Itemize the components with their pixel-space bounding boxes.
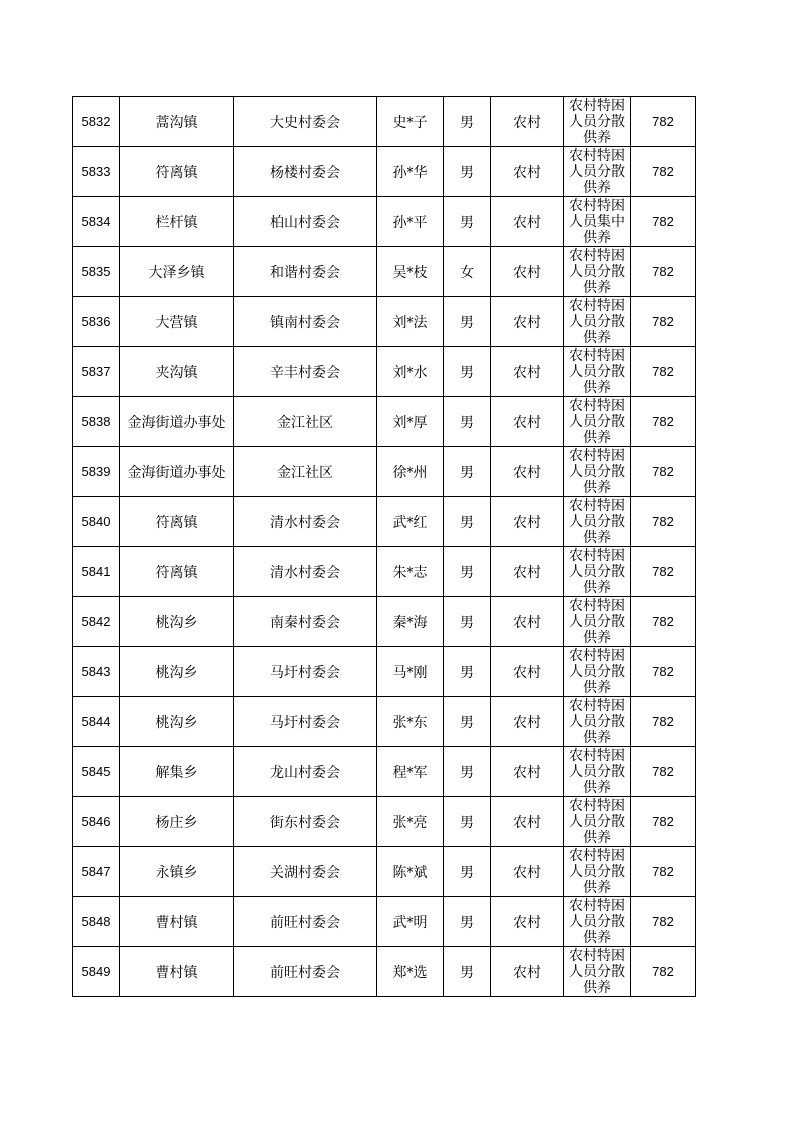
support-type-text: 农村特困人员分散供养 xyxy=(569,898,625,946)
amount-cell: 782 xyxy=(631,697,696,747)
support-type-text: 农村特困人员集中供养 xyxy=(569,198,625,246)
town-cell: 大营镇 xyxy=(120,297,234,347)
support-type-cell xyxy=(564,197,631,247)
amount-cell: 782 xyxy=(631,147,696,197)
support-type-text: 农村特困人员分散供养 xyxy=(569,148,625,196)
amount-cell: 782 xyxy=(631,947,696,997)
area-cell: 农村 xyxy=(491,597,564,647)
village-cell: 前旺村委会 xyxy=(234,947,377,997)
record-id-cell: 5849 xyxy=(73,947,120,997)
table-row xyxy=(73,847,696,897)
table-row xyxy=(73,697,696,747)
amount-cell: 782 xyxy=(631,547,696,597)
table-row xyxy=(73,597,696,647)
support-type-cell xyxy=(564,547,631,597)
gender-cell: 男 xyxy=(444,397,491,447)
person-name-cell: 孙*华 xyxy=(377,147,444,197)
support-type-text: 农村特困人员分散供养 xyxy=(569,298,625,346)
support-type-text: 农村特困人员分散供养 xyxy=(569,348,625,396)
village-cell: 马圩村委会 xyxy=(234,647,377,697)
support-type-text: 农村特困人员分散供养 xyxy=(569,698,625,746)
gender-cell: 男 xyxy=(444,597,491,647)
amount-cell: 782 xyxy=(631,497,696,547)
table-row xyxy=(73,247,696,297)
village-cell: 前旺村委会 xyxy=(234,897,377,947)
support-type-cell xyxy=(564,647,631,697)
support-type-text: 农村特困人员分散供养 xyxy=(569,98,625,146)
gender-cell: 男 xyxy=(444,547,491,597)
person-name-cell: 刘*厚 xyxy=(377,397,444,447)
person-name-cell: 刘*法 xyxy=(377,297,444,347)
support-type-cell xyxy=(564,147,631,197)
table-row xyxy=(73,97,696,147)
town-cell: 曹村镇 xyxy=(120,897,234,947)
table-row xyxy=(73,447,696,497)
gender-cell: 男 xyxy=(444,297,491,347)
support-type-cell xyxy=(564,397,631,447)
record-id-cell: 5835 xyxy=(73,247,120,297)
amount-cell: 782 xyxy=(631,897,696,947)
support-type-cell xyxy=(564,247,631,297)
support-type-text: 农村特困人员分散供养 xyxy=(569,398,625,446)
village-cell: 清水村委会 xyxy=(234,497,377,547)
person-name-cell: 朱*志 xyxy=(377,547,444,597)
table-row xyxy=(73,947,696,997)
record-id-cell: 5845 xyxy=(73,747,120,797)
area-cell: 农村 xyxy=(491,247,564,297)
person-name-cell: 刘*水 xyxy=(377,347,444,397)
record-id-cell: 5836 xyxy=(73,297,120,347)
village-cell: 金江社区 xyxy=(234,397,377,447)
gender-cell: 男 xyxy=(444,847,491,897)
area-cell: 农村 xyxy=(491,397,564,447)
support-type-cell xyxy=(564,947,631,997)
amount-cell: 782 xyxy=(631,847,696,897)
record-id-cell: 5838 xyxy=(73,397,120,447)
table-row xyxy=(73,747,696,797)
person-name-cell: 张*亮 xyxy=(377,797,444,847)
table-row xyxy=(73,797,696,847)
gender-cell: 男 xyxy=(444,897,491,947)
person-name-cell: 武*明 xyxy=(377,897,444,947)
village-cell: 龙山村委会 xyxy=(234,747,377,797)
person-name-cell: 张*东 xyxy=(377,697,444,747)
town-cell: 符离镇 xyxy=(120,497,234,547)
person-name-cell: 郑*选 xyxy=(377,947,444,997)
gender-cell: 男 xyxy=(444,647,491,697)
support-type-text: 农村特困人员分散供养 xyxy=(569,598,625,646)
area-cell: 农村 xyxy=(491,697,564,747)
amount-cell: 782 xyxy=(631,597,696,647)
town-cell: 金海街道办事处 xyxy=(120,447,234,497)
town-cell: 杨庄乡 xyxy=(120,797,234,847)
record-id-cell: 5840 xyxy=(73,497,120,547)
amount-cell: 782 xyxy=(631,447,696,497)
gender-cell: 男 xyxy=(444,447,491,497)
village-cell: 辛丰村委会 xyxy=(234,347,377,397)
data-table xyxy=(72,96,696,997)
table-row xyxy=(73,147,696,197)
support-type-cell xyxy=(564,897,631,947)
record-id-cell: 5844 xyxy=(73,697,120,747)
village-cell: 金江社区 xyxy=(234,447,377,497)
support-type-cell xyxy=(564,697,631,747)
gender-cell: 男 xyxy=(444,97,491,147)
gender-cell: 男 xyxy=(444,497,491,547)
support-type-cell xyxy=(564,847,631,897)
person-name-cell: 武*红 xyxy=(377,497,444,547)
person-name-cell: 徐*州 xyxy=(377,447,444,497)
record-id-cell: 5832 xyxy=(73,97,120,147)
town-cell: 蒿沟镇 xyxy=(120,97,234,147)
support-type-cell xyxy=(564,297,631,347)
record-id-cell: 5847 xyxy=(73,847,120,897)
support-type-cell xyxy=(564,97,631,147)
record-id-cell: 5848 xyxy=(73,897,120,947)
person-name-cell: 秦*海 xyxy=(377,597,444,647)
support-type-text: 农村特困人员分散供养 xyxy=(569,448,625,496)
area-cell: 农村 xyxy=(491,297,564,347)
amount-cell: 782 xyxy=(631,397,696,447)
village-cell: 和谐村委会 xyxy=(234,247,377,297)
town-cell: 符离镇 xyxy=(120,147,234,197)
town-cell: 桃沟乡 xyxy=(120,597,234,647)
amount-cell: 782 xyxy=(631,647,696,697)
amount-cell: 782 xyxy=(631,747,696,797)
gender-cell: 男 xyxy=(444,347,491,397)
support-type-cell xyxy=(564,597,631,647)
table-row xyxy=(73,497,696,547)
support-type-text: 农村特困人员分散供养 xyxy=(569,748,625,796)
gender-cell: 男 xyxy=(444,747,491,797)
area-cell: 农村 xyxy=(491,897,564,947)
person-name-cell: 程*军 xyxy=(377,747,444,797)
town-cell: 符离镇 xyxy=(120,547,234,597)
gender-cell: 男 xyxy=(444,697,491,747)
village-cell: 关湖村委会 xyxy=(234,847,377,897)
area-cell: 农村 xyxy=(491,147,564,197)
support-type-text: 农村特困人员分散供养 xyxy=(569,948,625,996)
amount-cell: 782 xyxy=(631,297,696,347)
support-type-cell xyxy=(564,797,631,847)
record-id-cell: 5843 xyxy=(73,647,120,697)
table-row xyxy=(73,347,696,397)
person-name-cell: 陈*斌 xyxy=(377,847,444,897)
record-id-cell: 5833 xyxy=(73,147,120,197)
person-name-cell: 马*刚 xyxy=(377,647,444,697)
village-cell: 杨楼村委会 xyxy=(234,147,377,197)
person-name-cell: 史*子 xyxy=(377,97,444,147)
amount-cell: 782 xyxy=(631,797,696,847)
gender-cell: 男 xyxy=(444,797,491,847)
village-cell: 南秦村委会 xyxy=(234,597,377,647)
village-cell: 街东村委会 xyxy=(234,797,377,847)
record-id-cell: 5841 xyxy=(73,547,120,597)
area-cell: 农村 xyxy=(491,97,564,147)
area-cell: 农村 xyxy=(491,347,564,397)
town-cell: 曹村镇 xyxy=(120,947,234,997)
village-cell: 大史村委会 xyxy=(234,97,377,147)
table-row xyxy=(73,197,696,247)
town-cell: 桃沟乡 xyxy=(120,697,234,747)
area-cell: 农村 xyxy=(491,497,564,547)
town-cell: 解集乡 xyxy=(120,747,234,797)
village-cell: 清水村委会 xyxy=(234,547,377,597)
record-id-cell: 5839 xyxy=(73,447,120,497)
town-cell: 夹沟镇 xyxy=(120,347,234,397)
gender-cell: 男 xyxy=(444,147,491,197)
support-type-text: 农村特困人员分散供养 xyxy=(569,798,625,846)
area-cell: 农村 xyxy=(491,197,564,247)
gender-cell: 男 xyxy=(444,197,491,247)
area-cell: 农村 xyxy=(491,797,564,847)
amount-cell: 782 xyxy=(631,97,696,147)
table-body xyxy=(73,97,696,997)
area-cell: 农村 xyxy=(491,647,564,697)
record-id-cell: 5837 xyxy=(73,347,120,397)
town-cell: 金海街道办事处 xyxy=(120,397,234,447)
town-cell: 桃沟乡 xyxy=(120,647,234,697)
area-cell: 农村 xyxy=(491,847,564,897)
table-row xyxy=(73,297,696,347)
village-cell: 镇南村委会 xyxy=(234,297,377,347)
support-type-cell xyxy=(564,747,631,797)
table-row xyxy=(73,547,696,597)
area-cell: 农村 xyxy=(491,947,564,997)
town-cell: 栏杆镇 xyxy=(120,197,234,247)
support-type-cell xyxy=(564,497,631,547)
person-name-cell: 吴*枝 xyxy=(377,247,444,297)
support-type-text: 农村特困人员分散供养 xyxy=(569,498,625,546)
area-cell: 农村 xyxy=(491,547,564,597)
gender-cell: 男 xyxy=(444,947,491,997)
village-cell: 马圩村委会 xyxy=(234,697,377,747)
table-row xyxy=(73,647,696,697)
support-type-text: 农村特困人员分散供养 xyxy=(569,848,625,896)
support-type-text: 农村特困人员分散供养 xyxy=(569,248,625,296)
table-row xyxy=(73,897,696,947)
town-cell: 大泽乡镇 xyxy=(120,247,234,297)
area-cell: 农村 xyxy=(491,447,564,497)
table-row xyxy=(73,397,696,447)
amount-cell: 782 xyxy=(631,247,696,297)
support-type-text: 农村特困人员分散供养 xyxy=(569,548,625,596)
support-type-text: 农村特困人员分散供养 xyxy=(569,648,625,696)
amount-cell: 782 xyxy=(631,347,696,397)
gender-cell: 女 xyxy=(444,247,491,297)
town-cell: 永镇乡 xyxy=(120,847,234,897)
area-cell: 农村 xyxy=(491,747,564,797)
support-type-cell xyxy=(564,347,631,397)
record-id-cell: 5842 xyxy=(73,597,120,647)
record-id-cell: 5846 xyxy=(73,797,120,847)
record-id-cell: 5834 xyxy=(73,197,120,247)
amount-cell: 782 xyxy=(631,197,696,247)
village-cell: 柏山村委会 xyxy=(234,197,377,247)
support-type-cell xyxy=(564,447,631,497)
person-name-cell: 孙*平 xyxy=(377,197,444,247)
